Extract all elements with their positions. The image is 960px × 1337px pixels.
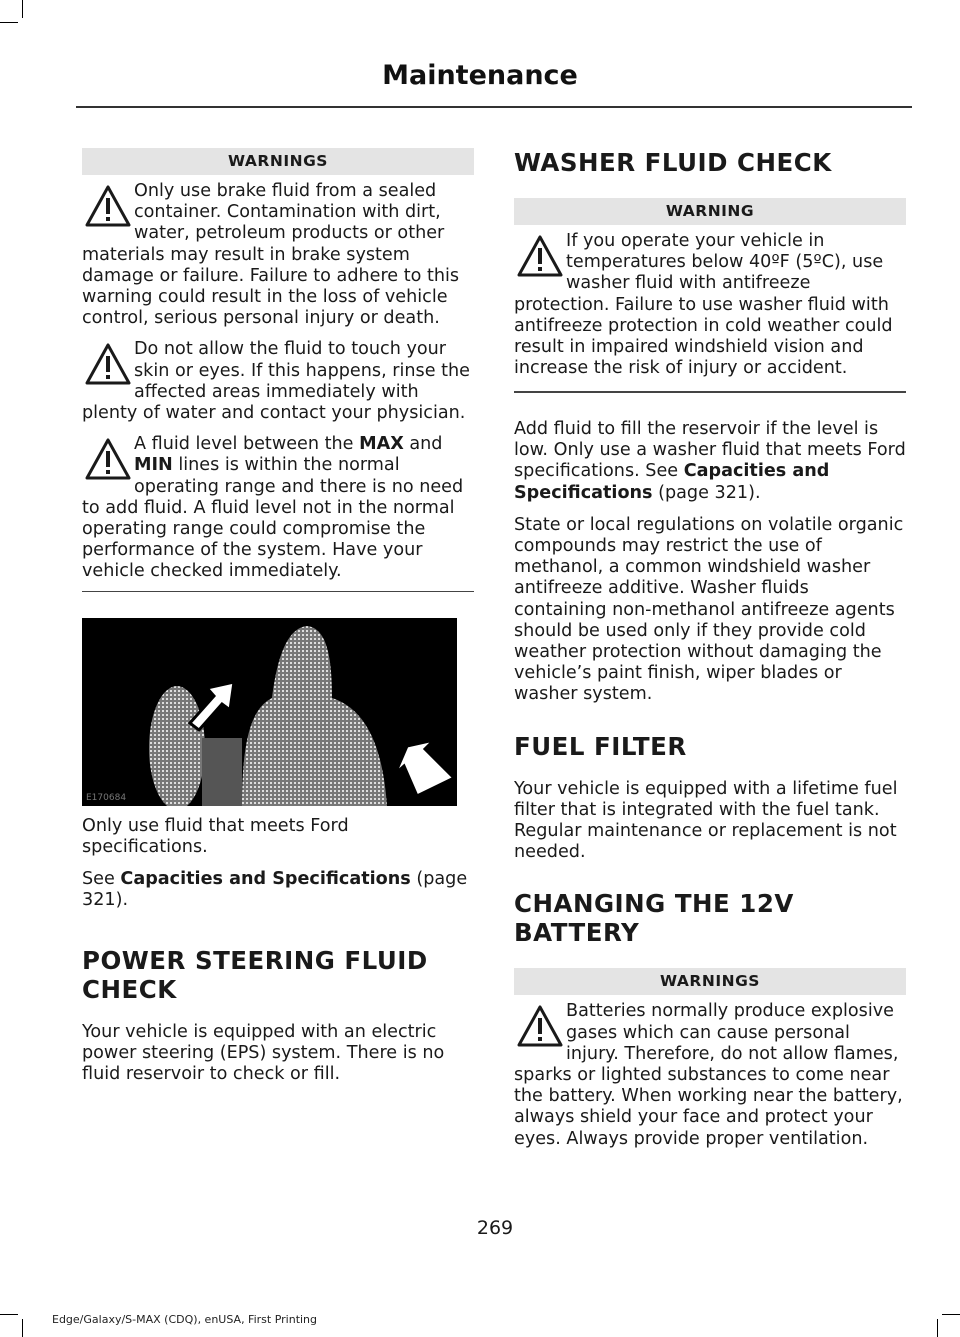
warning-item (82, 339, 474, 424)
section-heading: FUEL FILTER (514, 731, 687, 761)
brake-fluid-reservoir-image (82, 618, 457, 806)
cross-reference-link[interactable]: Capacities and Specifications (120, 868, 411, 889)
warning-triangle-icon (516, 234, 564, 278)
paragraph: Your vehicle is equipped with an electric power steering (EPS) system. There is no fluid reservoir to check or fill. (82, 1021, 445, 1085)
page-title: Maintenance (382, 60, 578, 91)
warning-item (82, 434, 474, 582)
left-column (82, 148, 474, 1086)
section-heading: WASHER FLUID CHECK (514, 148, 832, 177)
warning-triangle-icon (84, 342, 132, 386)
warning-text: Batteries normally produce explosive gases which can cause personal injury. Therefore, do not allow flames, sparks or lighted substances to come near the battery. When working near the battery, always shield your face and protect your eyes. Always provide proper ventilation. (514, 1001, 903, 1149)
crop-mark (22, 0, 23, 18)
reservoir-illustration (82, 618, 457, 806)
warning-text: Do not allow the fluid to touch your skin or eyes. If this happens, rinse the affected areas immediately with plenty of water and contact your physician. (82, 339, 470, 424)
right-column (514, 148, 906, 1160)
crop-mark (0, 1314, 18, 1315)
paragraph: Your vehicle is equipped with a lifetime fuel filter that is integrated with the fuel tank. Regular maintenance or replacement is not needed. (514, 778, 898, 863)
page-number: 269 (476, 1217, 514, 1239)
header-divider (76, 106, 912, 108)
warning-item (514, 231, 906, 379)
min-label: MIN (134, 455, 173, 476)
crop-mark (937, 1319, 938, 1337)
warning-item (82, 181, 474, 329)
paragraph: Only use fluid that meets Ford specifications. (82, 816, 349, 858)
crop-mark (0, 22, 18, 23)
section-heading: POWER STEERING FLUID CHECK (82, 945, 428, 1004)
warning-text: If you operate your vehicle in temperatures below 40ºF (5ºC), use washer fluid with antifreeze protection. Failure to use washer fluid with antifreeze protection in cold weather could result in impaired windshield vision and increase the risk of injury or accident. (514, 231, 893, 379)
warnings-banner: WARNINGS (82, 148, 474, 175)
crop-mark (22, 1319, 23, 1337)
warning-text: A fluid level between the MAX and MIN lines is within the normal operating range and there is no need to add fluid. A fluid level not in the normal operating range could compromise the performance of the system. Have your vehicle checked immediately. (82, 434, 464, 582)
figure-id: E170684 (86, 793, 127, 804)
footer-edition: Edge/Galaxy/S-MAX (CDQ), enUSA, First Printing (52, 1313, 318, 1326)
cross-reference-link[interactable]: Capacities and Specifications (514, 461, 830, 503)
section-divider (82, 591, 474, 593)
warning-item (514, 1001, 906, 1149)
warning-banner: WARNING (514, 198, 906, 225)
paragraph: State or local regulations on volatile organic compounds may restrict the use of methanol, a common windshield washer antifreeze additive. Washer fluids containing non-methanol antifreeze agents should be used only if they provide cold weather protection without damaging the vehicle’s paint finish, wiper blades or washer system. (514, 514, 904, 705)
section-heading: CHANGING THE 12V BATTERY (514, 889, 794, 948)
max-label: MAX (359, 434, 404, 455)
paragraph: Add fluid to fill the reservoir if the level is low. Only use a washer fluid that meets Ford specifications. See Capacities and Specifications (page 321). (514, 418, 906, 503)
warning-triangle-icon (84, 184, 132, 228)
warnings-banner: WARNINGS (514, 968, 906, 995)
paragraph: See Capacities and Specifications (page 321). (82, 868, 468, 910)
warning-text: Only use brake fluid from a sealed container. Contamination with dirt, water, petroleum products or other materials may result in brake system damage or failure. Failure to adhere to this warning could result in the loss of vehicle control, serious personal injury or death. (82, 181, 460, 329)
warning-triangle-icon (84, 437, 132, 481)
warning-triangle-icon (516, 1004, 564, 1048)
section-divider (514, 391, 906, 393)
crop-mark (942, 1314, 960, 1315)
